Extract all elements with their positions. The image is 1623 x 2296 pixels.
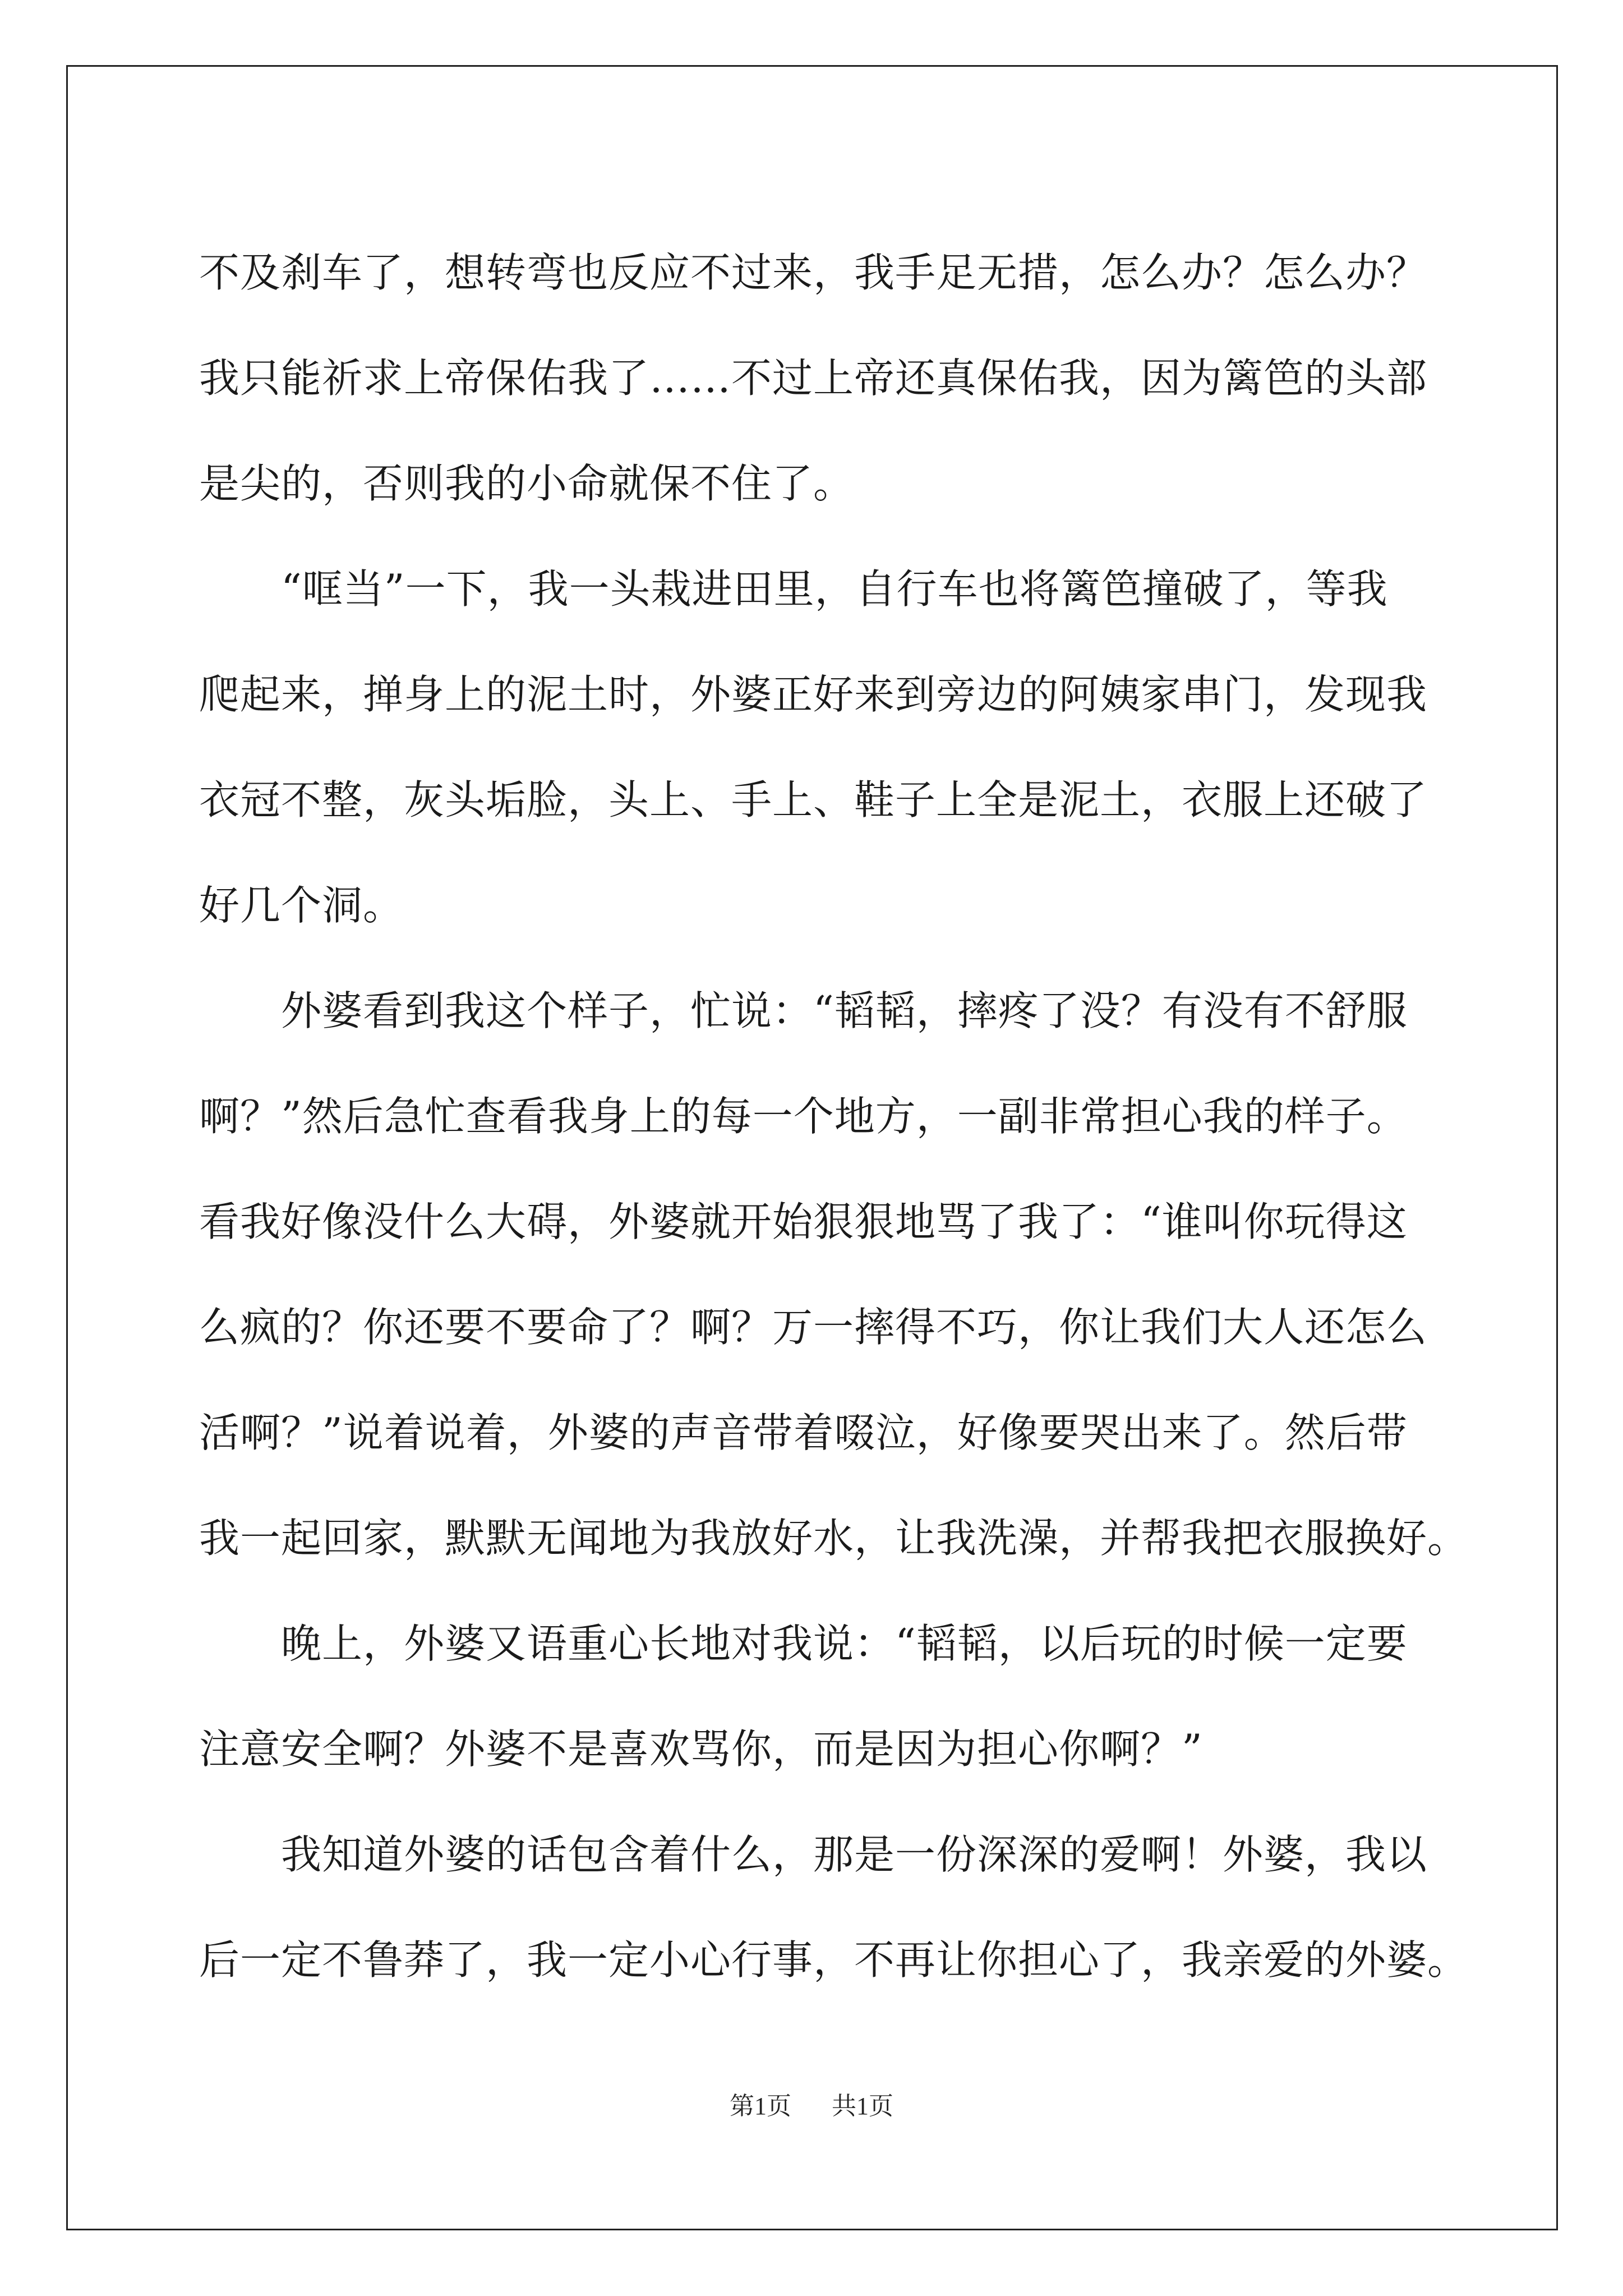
page-number-total: 共1页	[832, 2092, 893, 2120]
text-line: 爬起来，掸身上的泥土时，外婆正好来到旁边的阿姨家串门，发现我	[199, 671, 1428, 718]
text-line: 好几个洞。	[199, 882, 404, 929]
text-line: 活啊？”说着说着，外婆的声音带着啜泣，好像要哭出来了。然后带	[199, 1409, 1408, 1456]
text-line: 不及刹车了，想转弯也反应不过来，我手足无措，怎么办？怎么办？	[199, 249, 1428, 296]
document-body	[199, 220, 1469, 2013]
text-line: 注意安全啊？外婆不是喜欢骂你，而是因为担心你啊？”	[199, 1726, 1203, 1773]
text-line: 看我好像没什么大碍，外婆就开始狠狠地骂了我了：“谁叫你玩得这	[199, 1198, 1408, 1245]
text-line: “哐当”一下，我一头栽进田里，自行车也将篱笆撞破了，等我	[199, 565, 1388, 613]
text-line: 衣冠不整，灰头垢脸，头上、手上、鞋子上全是泥土，衣服上还破了	[199, 776, 1428, 823]
text-line: 我只能祈求上帝保佑我了……不过上帝还真保佑我，因为篱笆的头部	[199, 355, 1428, 402]
text-line: 啊？”然后急忙查看我身上的每一个地方，一副非常担心我的样子。	[199, 1093, 1408, 1140]
text-line: 我知道外婆的话包含着什么，那是一份深深的爱啊！外婆，我以	[199, 1831, 1428, 1878]
text-line: 是尖的，否则我的小命就保不住了。	[199, 460, 855, 507]
text-line: 我一起回家，默默无闻地为我放好水，让我洗澡，并帮我把衣服换好。	[199, 1515, 1469, 1562]
text-line: 后一定不鲁莽了，我一定小心行事，不再让你担心了，我亲爱的外婆。	[199, 1936, 1469, 1984]
page-footer	[0, 2086, 1623, 2122]
text-line: 么疯的？你还要不要命了？啊？万一摔得不巧，你让我们大人还怎么	[199, 1304, 1428, 1351]
text-line: 外婆看到我这个样子，忙说：“韬韬，摔疼了没？有没有不舒服	[199, 987, 1408, 1034]
text-line: 晚上，外婆又语重心长地对我说：“韬韬，以后玩的时候一定要	[199, 1620, 1408, 1667]
page-number-current: 第1页	[730, 2092, 791, 2120]
